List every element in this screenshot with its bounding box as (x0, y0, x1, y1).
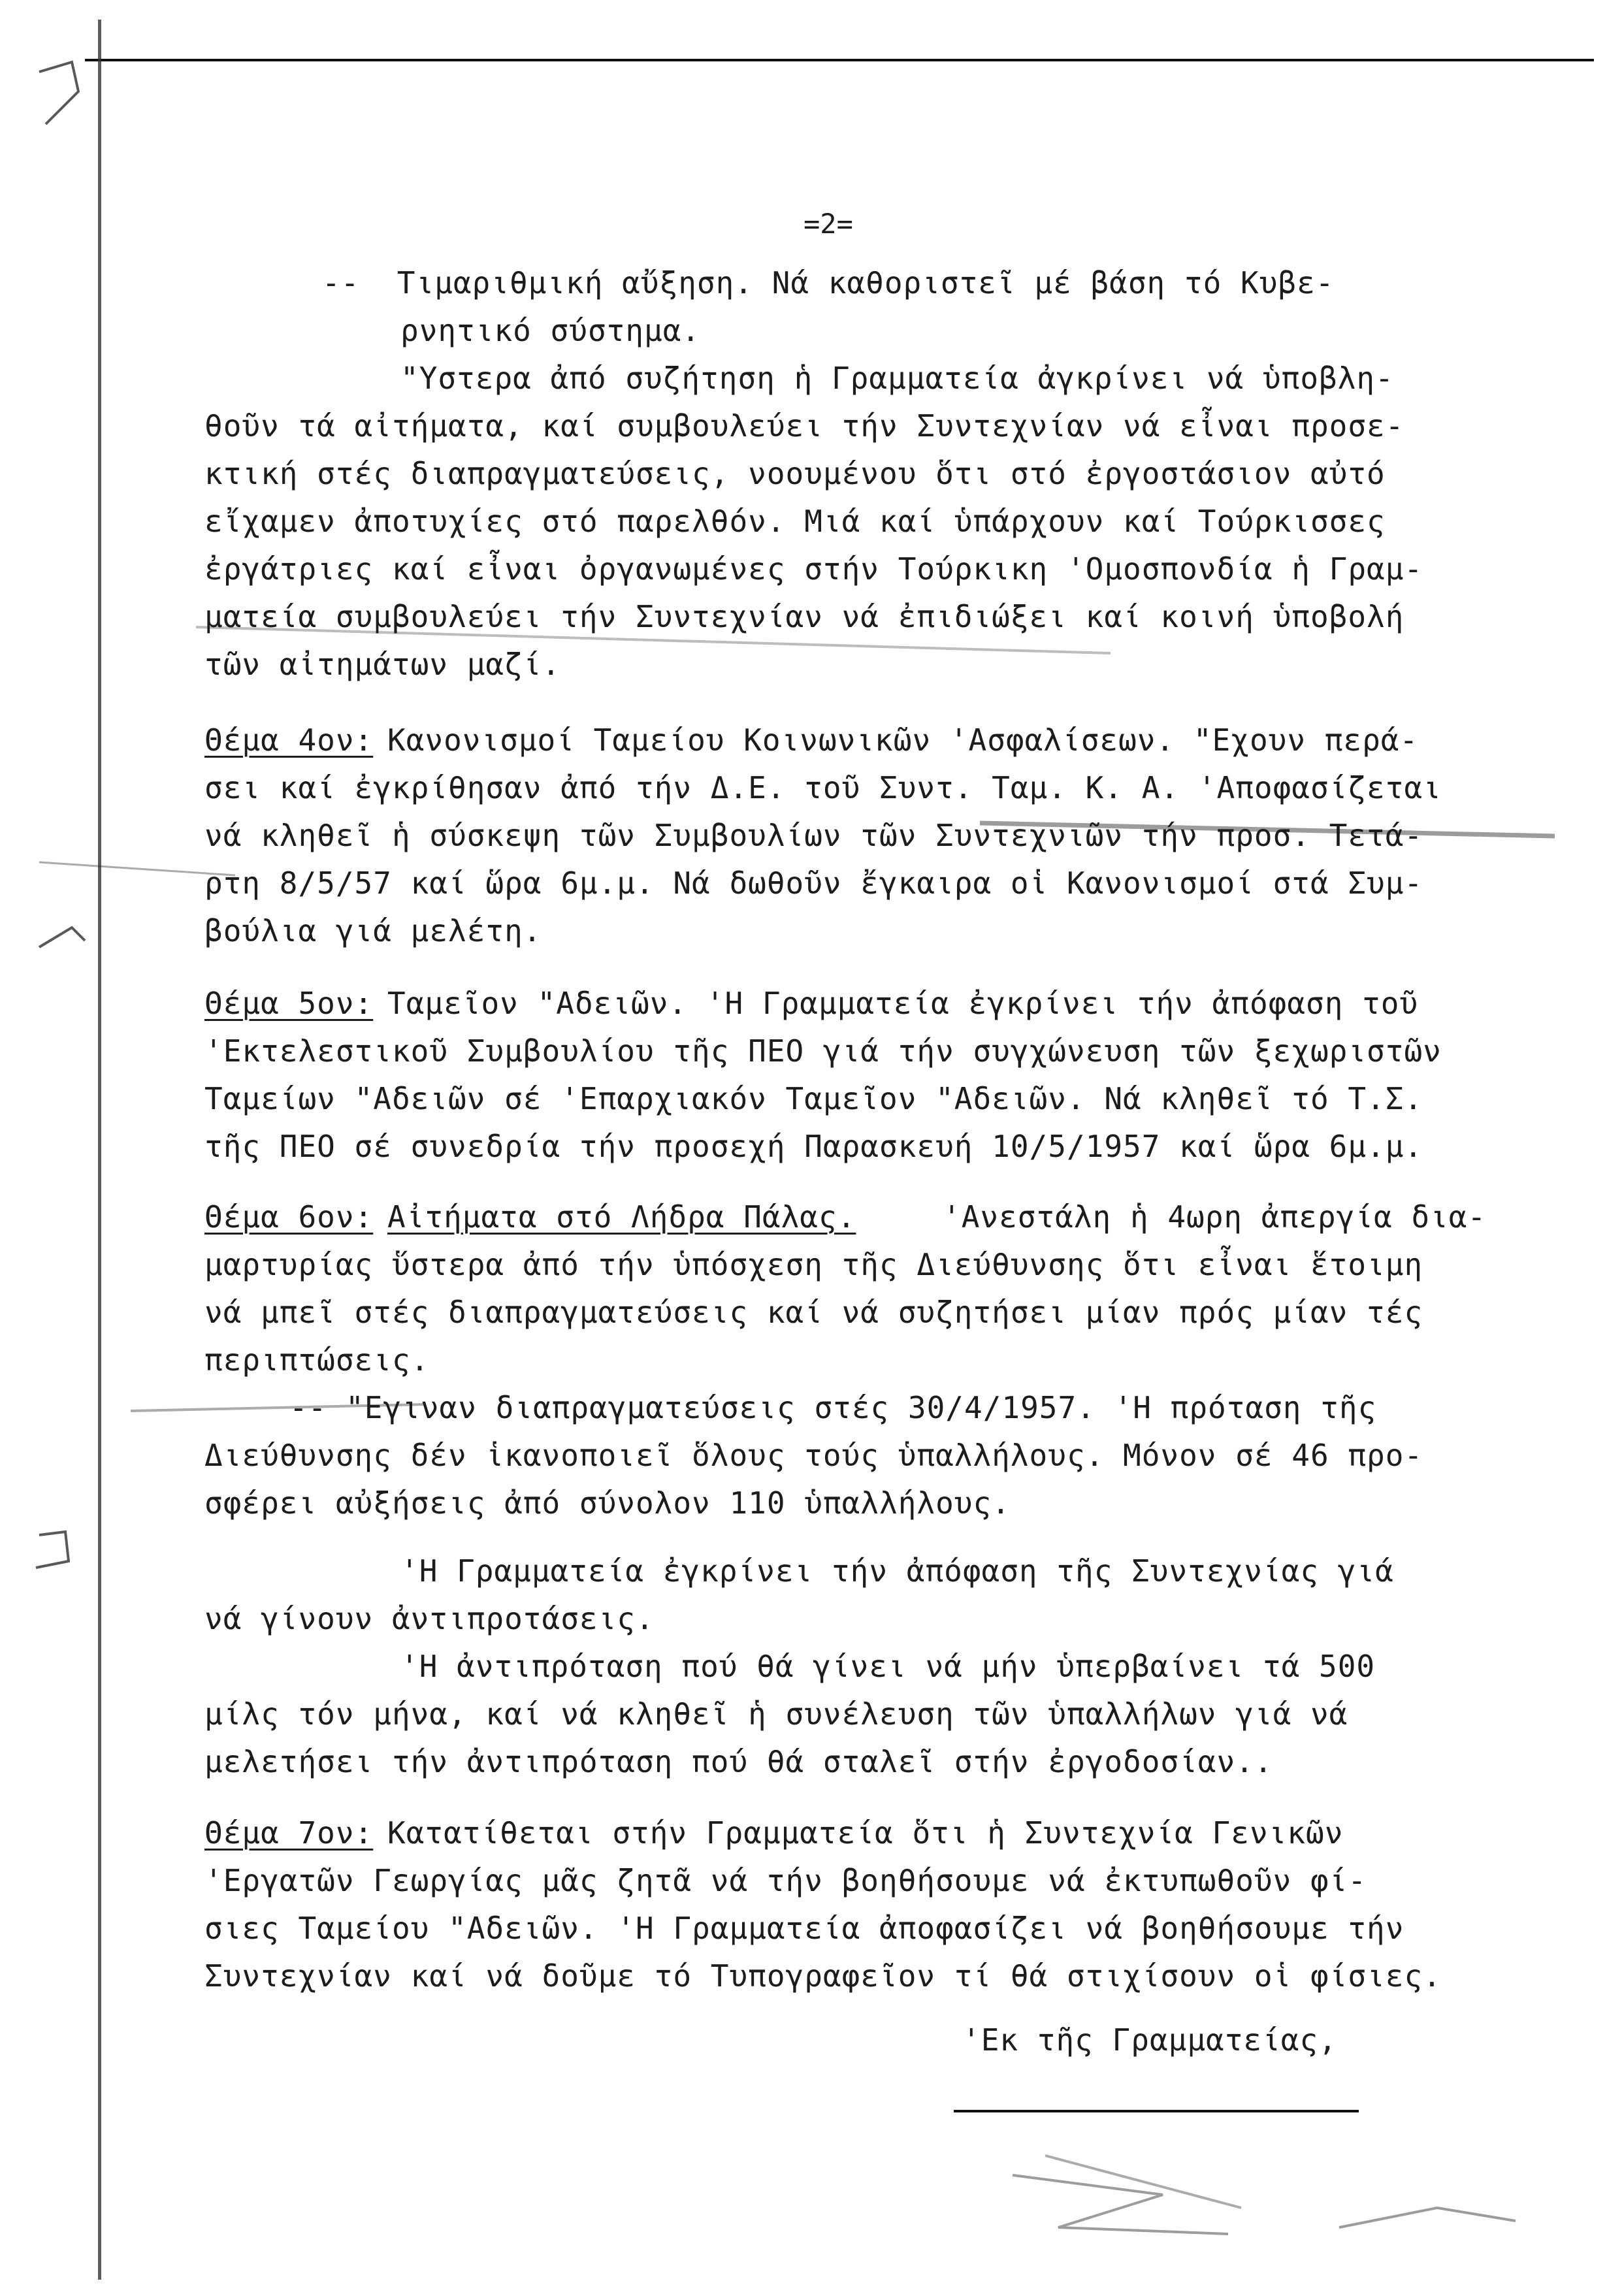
signature-line: 'Εκ τῆς Γραμματείας, (962, 2022, 1337, 2058)
text-line: Ταμείων "Αδειῶν σέ 'Επαρχιακόν Ταμεῖον "Αδειῶν. Νά κληθεῖ τό Τ.Σ. (204, 1081, 1423, 1116)
text-line: -- Τιμαριθμική αὔξηση. Νά καθοριστεῖ μέ βάση τό Κυβε- (322, 265, 1335, 300)
margin-mark (39, 62, 78, 124)
signature-strokes (1013, 2175, 1228, 2234)
text-line: 'Εργατῶν Γεωργίας μᾶς ζητᾶ νά τήν βοηθήσουμε νά ἐκτυπωθοῦν φί- (204, 1863, 1367, 1898)
margin-mark (39, 928, 85, 947)
text-line: νά γίνουν ἀντιπροτάσεις. (204, 1601, 655, 1636)
text-line: ρτη 8/5/57 καί ὥρα 6μ.μ. Νά δωθοῦν ἔγκαιρα οἱ Κανονισμοί στά Συμ- (204, 865, 1423, 901)
text-line: Συντεχνίαν καί νά δοῦμε τό Τυπογραφεῖον τί θά στιχίσουν οἱ φίσιες. (204, 1958, 1442, 1994)
section-heading: Θέμα 4ον: (204, 722, 374, 758)
text-line: σει καί ἐγκρίθησαν ἀπό τήν Δ.Ε. τοῦ Συντ. Ταμ. Κ. Α. 'Αποφασίζεται (204, 770, 1442, 805)
signature-strokes (1339, 2208, 1516, 2227)
section-heading: Θέμα 7ον: (204, 1815, 374, 1851)
text-line: μελετήσει τήν ἀντιπρόταση πού θά σταλεῖ στήν ἐργοδοσίαν.. (204, 1744, 1273, 1779)
text-line: Ταμεῖον "Αδειῶν. 'Η Γραμματεία ἐγκρίνει τήν ἀπόφαση τοῦ (387, 986, 1419, 1021)
text-line: ρνητικό σύστημα. (400, 313, 701, 348)
text-line: μαρτυρίας ὕστερα ἀπό τήν ὑπόσχεση τῆς Διεύθυνσης ὅτι εἶναι ἕτοιμη (204, 1247, 1423, 1282)
text-line: 'Εκτελεστικοῦ Συμβουλίου τῆς ΠΕΟ γιά τήν συγχώνευση τῶν ξεχωριστῶν (204, 1033, 1442, 1069)
text-line: 'Ανεστάλη ἡ 4ωρη ἀπεργία δια- (943, 1199, 1487, 1235)
text-line: "Υστερα ἀπό συζήτηση ἡ Γραμματεία ἀγκρίνει νά ὑποβλη- (400, 361, 1394, 396)
margin-mark (36, 1532, 69, 1568)
text-line: Κανονισμοί Ταμείου Κοινωνικῶν 'Ασφαλίσεων. "Εχουν περά- (387, 722, 1419, 758)
text-line: κτική στές διαπραγματεύσεις, νοουμένου ὅτι στό ἐργοστάσιον αὐτό (204, 456, 1386, 491)
text-line: θοῦν τά αἰτήματα, καί συμβουλεύει τήν Συντεχνίαν νά εἶναι προσε- (204, 408, 1404, 444)
text-line: τῶν αἰτημάτων μαζί. (204, 647, 561, 682)
text-line: Διεύθυνσης δέν ἱκανοποιεῖ ὅλους τούς ὑπαλλήλους. Μόνον σέ 46 προ- (204, 1438, 1423, 1473)
text-line: ἐργάτριες καί εἶναι ὀργανωμένες στήν Τούρκικη 'Ομοσπονδία ἡ Γραμ- (204, 551, 1423, 587)
text-line: 'Η Γραμματεία ἐγκρίνει τήν ἀπόφαση τῆς Συντεχνίας γιά (400, 1553, 1394, 1589)
text-line: νά μπεῖ στές διαπραγματεύσεις καί νά συζητήσει μίαν πρός μίαν τές (204, 1295, 1423, 1330)
text-line: σιες Ταμείου "Αδειῶν. 'Η Γραμματεία ἀποφασίζει νά βοηθήσουμε τήν (204, 1911, 1404, 1946)
page-number: =2= (803, 208, 853, 240)
text-line: μίλς τόν μήνα, καί νά κληθεῖ ἡ συνέλευση τῶν ὑπαλλήλων γιά νά (204, 1696, 1348, 1732)
text-line: σφέρει αὐξήσεις ἀπό σύνολον 110 ὑπαλλήλους. (204, 1485, 1011, 1521)
section-heading: Θέμα 5ον: (204, 986, 374, 1021)
text-line: ματεία συμβουλεύει τήν Συντεχνίαν νά ἐπιδιώξει καί κοινή ὑποβολή (204, 599, 1404, 634)
section-heading: Θέμα 6ον: (204, 1199, 374, 1235)
text-line: 'Η ἀντιπρόταση πού θά γίνει νά μήν ὑπερβαίνει τά 500 (400, 1649, 1376, 1684)
section-title: Αἰτήματα στό Λήδρα Πάλας. (387, 1199, 856, 1235)
text-line: βούλια γιά μελέτη. (204, 913, 542, 948)
text-line: νά κληθεῖ ἡ σύσκεψη τῶν Συμβουλίων τῶν Συντεχνιῶν τήν προσ. Τετά- (204, 818, 1423, 853)
text-line: εἴχαμεν ἀποτυχίες στό παρελθόν. Μιά καί ὑπάρχουν καί Τούρκισσες (204, 504, 1386, 539)
text-line: περιπτώσεις. (204, 1342, 430, 1378)
text-line: -- "Εγιναν διαπραγματεύσεις στές 30/4/1957. 'Η πρόταση τῆς (289, 1390, 1377, 1425)
text-line: Κατατίθεται στήν Γραμματεία ὅτι ἡ Συντεχνία Γενικῶν (387, 1815, 1344, 1851)
text-line: τῆς ΠΕΟ σέ συνεδρία τήν προσεχή Παρασκευή 10/5/1957 καί ὥρα 6μ.μ. (204, 1129, 1423, 1164)
signature-rule (954, 2110, 1359, 2112)
